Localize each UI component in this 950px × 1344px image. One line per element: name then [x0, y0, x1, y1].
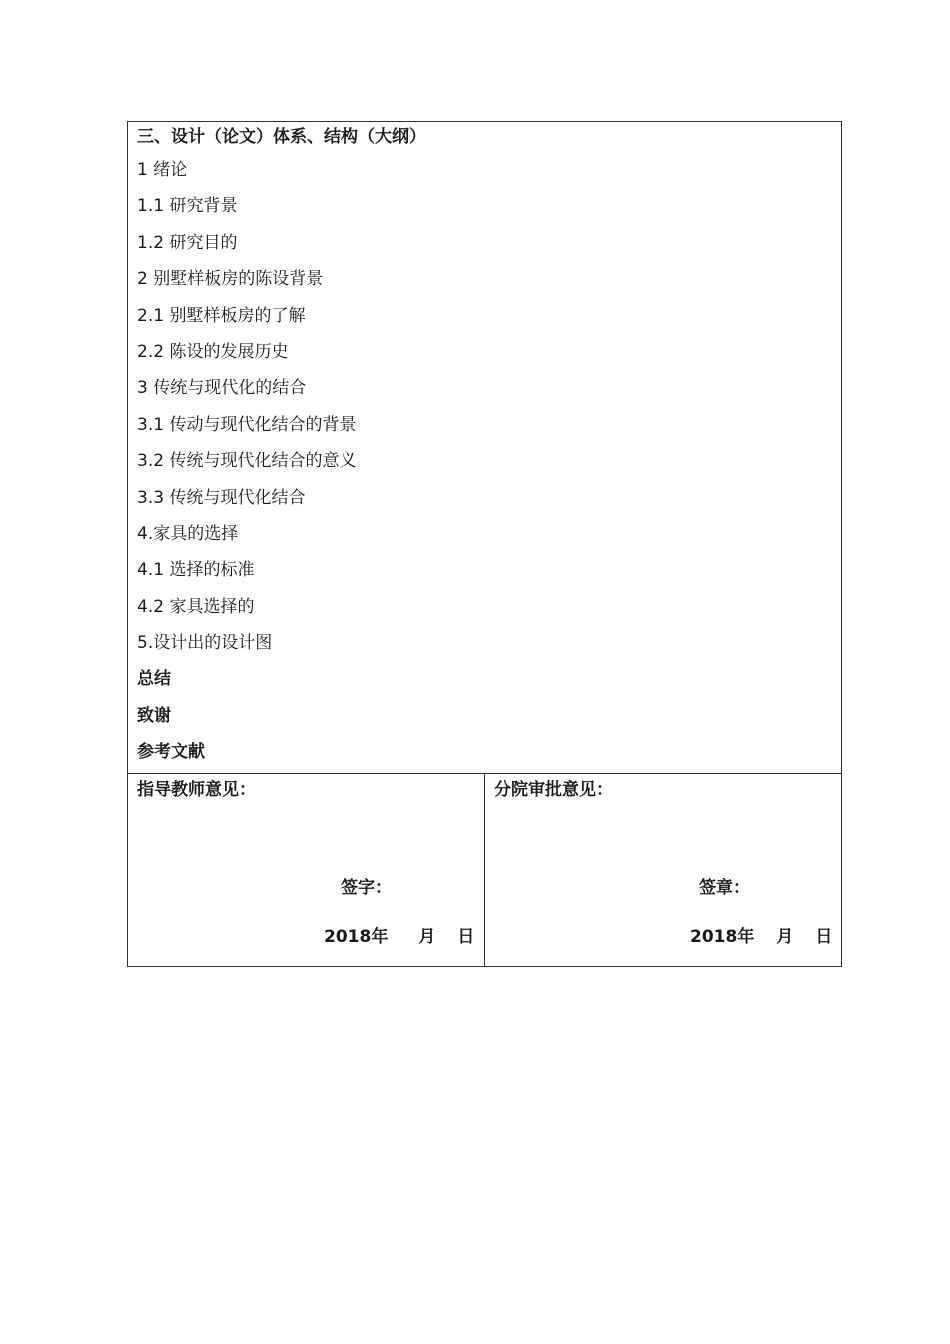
- department-date-day-unit: 日: [815, 927, 833, 947]
- department-date-year-unit: 年: [737, 927, 755, 947]
- outline-item: 4.1 选择的标准: [137, 560, 255, 581]
- outline-item: 2.1 别墅样板房的了解: [137, 305, 306, 326]
- outline-list: [137, 152, 832, 771]
- outline-item: 总结: [137, 669, 171, 690]
- department-date-year: 2018: [690, 927, 738, 947]
- advisor-opinion-label: 指导教师意见：: [137, 780, 256, 800]
- outline-item: 3.2 传统与现代化结合的意义: [137, 451, 357, 472]
- department-opinion-label: 分院审批意见：: [494, 780, 613, 800]
- outline-item: 3.1 传动与现代化结合的背景: [137, 414, 357, 435]
- advisor-date-year-unit: 年: [371, 927, 389, 947]
- advisor-opinion-cell: [128, 774, 485, 966]
- advisor-date: [324, 925, 474, 949]
- outline-section: [128, 122, 841, 774]
- outline-item: 2.2 陈设的发展历史: [137, 341, 289, 362]
- advisor-signature-label: 签字：: [341, 878, 392, 898]
- outline-item: 2 别墅样板房的陈设背景: [137, 269, 324, 290]
- outline-item: 4.家具的选择: [137, 523, 239, 544]
- proposal-form-table: [127, 121, 842, 967]
- department-date: [690, 925, 832, 949]
- outline-item: 3.3 传统与现代化结合: [137, 487, 306, 508]
- outline-item: 致谢: [137, 705, 171, 726]
- department-opinion-cell: [485, 774, 841, 966]
- advisor-date-day-unit: 日: [457, 927, 475, 947]
- outline-item: 1.2 研究目的: [137, 232, 238, 253]
- outline-section-title: 三、设计（论文）体系、结构（大纲）: [137, 127, 426, 147]
- outline-item: 5.设计出的设计图: [137, 633, 273, 654]
- department-date-month-unit: 月: [776, 927, 794, 947]
- opinion-row: [128, 774, 841, 966]
- outline-item: 1 绪论: [137, 160, 188, 180]
- advisor-date-year: 2018: [324, 927, 372, 947]
- outline-item: 参考文献: [137, 742, 205, 763]
- outline-item: 4.2 家具选择的: [137, 596, 255, 617]
- outline-item: 1.1 研究背景: [137, 196, 238, 217]
- outline-item: 3 传统与现代化的结合: [137, 378, 307, 399]
- advisor-date-month-unit: 月: [418, 927, 436, 947]
- department-seal-label: 签章：: [699, 878, 750, 898]
